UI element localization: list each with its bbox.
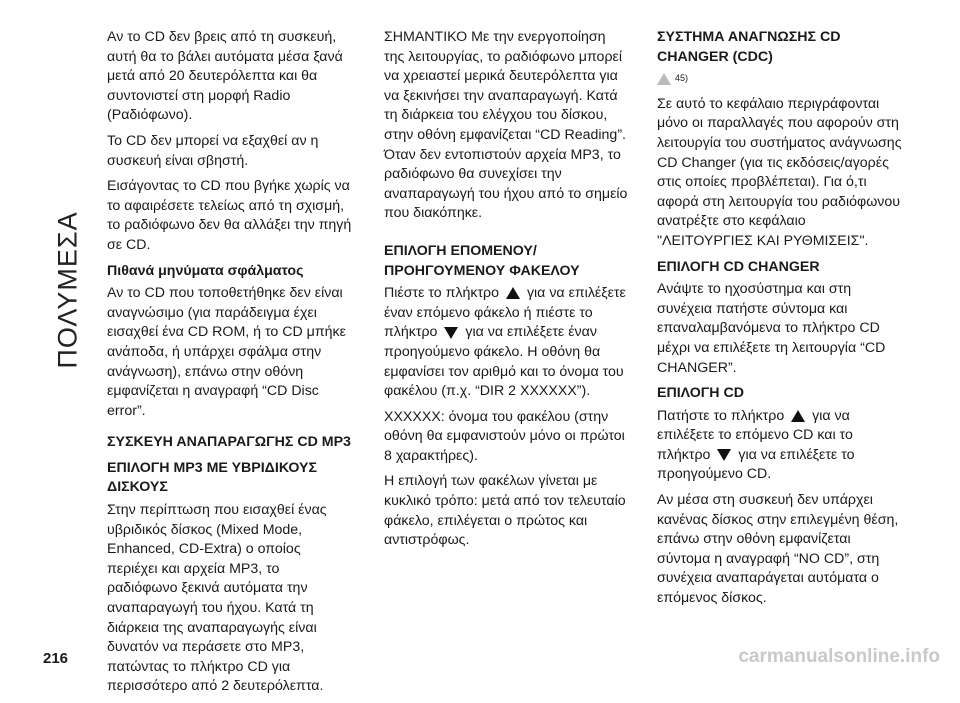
column-left xyxy=(107,28,352,703)
paragraph-with-buttons xyxy=(384,284,629,402)
text-segment: για να επιλέξετε έναν επόμενο φάκελο ή πιέστε το πλήκτρο xyxy=(384,285,626,341)
paragraph: Στην περίπτωση που εισαχθεί ένας υβριδικός δίσκος (Mixed Mode, Enhanced, CD-Extra) ο οποίος περιέχει και αρχεία MP3, το ραδιόφωνο ξεκινά αυτόματα την αναπαραγωγή του ήχου. Κατά τη διάρκεια της αναπαραγωγής είναι δυνατόν να περάσετε στο MP3, πατώντας το πλήκτρο CD για περισσότερο από 2 δευτερόλεπτα. xyxy=(107,502,327,695)
section-heading: ΕΠΙΛΟΓΗ CD xyxy=(657,385,744,402)
arrow-up-icon xyxy=(791,410,805,422)
text-segment: για να επιλέξετε το επόμενο CD και το πλήκτρο xyxy=(657,407,853,463)
arrow-down-icon xyxy=(444,327,458,339)
section-heading: Πιθανά μηνύματα σφάλματος xyxy=(107,262,304,279)
watermark: carmanualsonline.info xyxy=(738,646,940,667)
paragraph: Αν το CD δεν βρεις από τη συσκευή, αυτή θα το βάλει αυτόματα μέσα ξανά μετά από 20 δευτερόλεπτα και θα συντονιστεί στη μορφή Radio (Ραδιόφωνο). xyxy=(107,29,343,124)
paragraph: Το CD δεν μπορεί να εξαχθεί αν η συσκευή είναι σβηστή. xyxy=(107,132,319,169)
text-segment: για να επιλέξετε το προηγούμενο CD. xyxy=(657,446,855,483)
paragraph: ΣΗΜΑΝΤΙΚΟ Με την ενεργοποίηση της λειτουργίας, το ραδιόφωνο μπορεί να χρειαστεί μερικά δευτερόλεπτα για να ξεκινήσει την αναπαραγωγή. Κατά τη διάρκεια του ελέγχου του δίσκου, στην οθόνη εμφανίζεται “CD Reading”. Όταν δεν εντοπιστούν αρχεία MP3, το ραδιόφωνο θα συνεχίσει την αναπαραγωγή του ήχου από το σημείο που διακόπηκε. xyxy=(384,29,628,222)
section-heading: ΕΠΙΛΟΓΗ CD CHANGER xyxy=(657,258,820,275)
paragraph: Σε αυτό το κεφάλαιο περιγράφονται μόνο οι παραλλαγές που αφορούν στη λειτουργία του συστήματος ανάγνωσης CD Changer (για τις εκδόσεις/αγορές στις οποίες προβλέπεται). Για ό,τι αφορά στη λειτουργία του ραδιόφωνου ανατρέξτε στο κεφάλαιο "ΛΕΙΤΟΥΡΓΙΕΣ ΚΑΙ ΡΥΘΜΙΣΕΙΣ". xyxy=(657,95,902,249)
column-right xyxy=(657,28,902,615)
paragraph: Ανάψτε το ηχοσύστημα και στη συνέχεια πατήστε σύντομα και επαναλαμβανόμενα το πλήκτρο CD μέχρι να επιλέξετε τη λειτουργία “CD CHANGER”. xyxy=(657,281,886,376)
paragraph: XXXXXX: όνομα του φακέλου (στην οθόνη θα εμφανιστούν μόνο οι πρώτοι 8 χαρακτήρες). xyxy=(384,408,625,464)
arrow-down-icon xyxy=(717,449,731,461)
section-heading: ΣΥΣΚΕΥΗ ΑΝΑΠΑΡΑΓΩΓΗΣ CD MP3 xyxy=(107,434,351,451)
text-segment: για να επιλέξετε έναν προηγούμενο φάκελο. Η οθόνη θα εμφανίσει τον αριθμό και το όνομα του φακέλου (π.χ. “DIR 2 XXXXXX”). xyxy=(384,324,624,400)
warning-triangle-icon xyxy=(657,73,671,85)
column-middle xyxy=(384,28,629,557)
page-number: 216 xyxy=(43,650,69,667)
paragraph: Αν μέσα στη συσκευή δεν υπάρχει κανένας δίσκος στην επιλεγμένη θέση, επάνω στην οθόνη εμφανίζεται σύντομα η αναγραφή “NO CD”, στη συνέχεια αναπαράγεται αυτόματα ο επόμενος δίσκος. xyxy=(657,492,899,607)
warning-reference xyxy=(657,69,902,89)
section-heading: ΕΠΙΛΟΓΗ ΕΠΟΜΕΝΟΥ/ΠΡΟΗΓΟΥΜΕΝΟΥ ΦΑΚΕΛΟΥ xyxy=(384,242,580,279)
paragraph-with-buttons xyxy=(657,407,902,485)
section-heading: ΣΥΣΤΗΜΑ ΑΝΑΓΝΩΣΗΣ CD CHANGER (CDC) xyxy=(657,29,841,65)
text-segment: Πιέστε το πλήκτρο xyxy=(384,285,500,302)
chapter-title-text: ΠΟΛΥΜΕΣΑ xyxy=(52,211,83,369)
section-heading: ΕΠΙΛΟΓΗ MP3 ΜΕ ΥΒΡΙΔΙΚΟΥΣ ΔΙΣΚΟΥΣ xyxy=(107,459,318,496)
paragraph: Η επιλογή των φακέλων γίνεται με κυκλικό τρόπο: μετά από τον τελευταίο φάκελο, επιλέγεται ο πρώτος και αντιστρόφως. xyxy=(384,473,626,549)
arrow-up-icon xyxy=(506,287,520,299)
paragraph: Αν το CD που τοποθετήθηκε δεν είναι αναγνώσιμο (για παράδειγμα έχει εισαχθεί ένα CD ROM, ή το CD μπήκε ανάποδα, ή υπάρχει σφάλμα στην ανάγνωση), επάνω στην οθόνη εμφανίζεται η αναγραφή “CD Disc error”. xyxy=(107,285,346,419)
text-segment: Πατήστε το πλήκτρο xyxy=(657,407,785,424)
paragraph: Εισάγοντας το CD που βγήκε χωρίς να το αφαιρέσετε τελείως από τη σχισμή, το ραδιόφωνο δεν θα αλλάξει την πηγή σε CD. xyxy=(107,178,352,253)
chapter-side-title xyxy=(40,20,96,560)
warning-reference-number: 45) xyxy=(675,73,689,84)
